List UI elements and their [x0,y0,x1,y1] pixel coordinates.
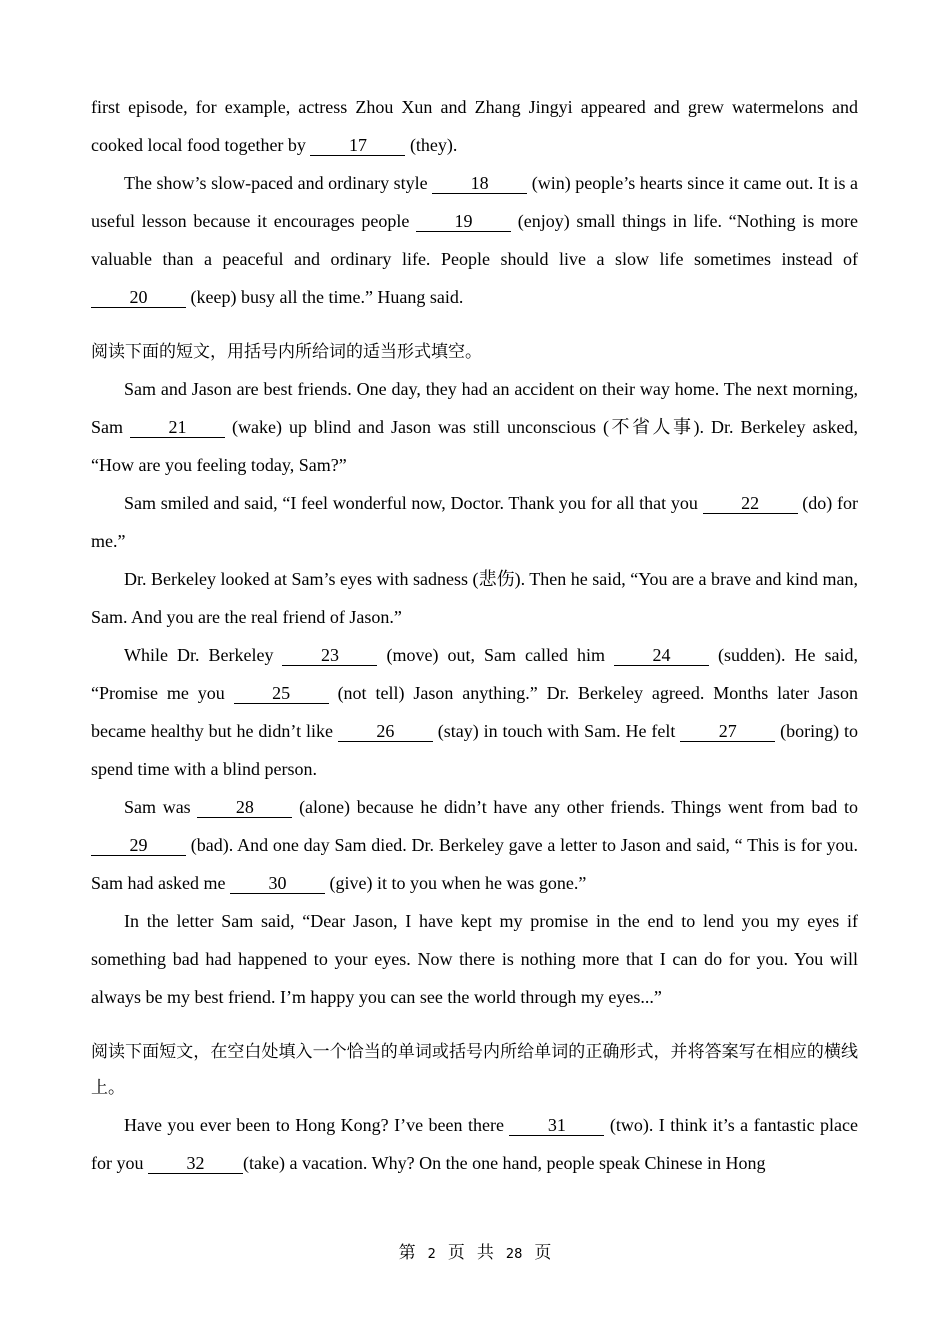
blank-20[interactable]: 20 [91,287,186,308]
blank-30[interactable]: 30 [230,873,325,894]
text: (two). I think it’s a fantastic place for you [91,1115,858,1173]
text: (give) it to you when he was gone.” [324,873,587,893]
text: (enjoy) small things in life. “Nothing is more valuable than a peaceful and ordinary life. People should live a slow life sometimes instead of [91,211,858,269]
footer-word: 页 [447,1243,465,1263]
text: first episode, for example, actress Zhou Xun and Zhang Jingyi appeared and grew watermelons and cooked local food together by [91,97,858,155]
blank-29[interactable]: 29 [91,835,186,856]
text: (win) people’s hearts since it came out. It is a useful lesson because it encourages people [91,173,858,231]
text: (not tell) Jason anything.” Dr. Berkeley agreed. Months later Jason became healthy but he didn’t like [91,683,858,741]
text: Sam smiled and said, “I feel wonderful now, Doctor. Thank you for all that you [124,493,703,513]
blank-31[interactable]: 31 [509,1115,604,1136]
footer-word: 页 [534,1243,552,1263]
blank-26[interactable]: 26 [338,721,433,742]
section-3-instruction: 阅读下面短文，在空白处填入一个恰当的单词或括号内所给单词的正确形式，并将答案写在相应的横线上。 [91,1042,858,1098]
blank-18[interactable]: 18 [432,173,527,194]
section-2-instruction: 阅读下面的短文，用括号内所给词的适当形式填空。 [91,342,482,362]
paragraph-7 [91,788,858,902]
blank-19[interactable]: 19 [416,211,511,232]
paragraph-5 [91,560,858,636]
text: (do) for me.” [91,493,858,551]
blank-25[interactable]: 25 [234,683,329,704]
document-page [91,88,858,1182]
text: Sam and Jason are best friends. One day, they had an accident on their way home. The next morning, Sam [91,379,858,437]
text: Dr. Berkeley looked at Sam’s eyes with sadness (悲伤). Then he said, “You are a brave and kind man, Sam. And you are the real friend of Jason.” [91,569,858,627]
paragraph-6 [91,636,858,788]
text: Have you ever been to Hong Kong? I’ve been there [124,1115,510,1135]
paragraph-2 [91,164,858,316]
paragraph-4 [91,484,858,560]
text: Sam was [124,797,198,817]
blank-24[interactable]: 24 [614,645,709,666]
paragraph-8 [91,902,858,1016]
text: (boring) to spend time with a blind person. [91,721,859,779]
text: (bad). And one day Sam died. Dr. Berkeley gave a letter to Jason and said, “ This is for you. Sam had asked me [91,835,858,893]
blank-32[interactable]: 32 [148,1153,243,1174]
blank-28[interactable]: 28 [197,797,292,818]
text: (wake) up blind and Jason was still unconscious (不省人事). Dr. Berkeley asked, “How are you feeling today, Sam?” [91,417,858,475]
footer-word: 共 [476,1243,494,1263]
text: In the letter Sam said, “Dear Jason, I have kept my promise in the end to lend you my eyes if something bad had happened to your eyes. Now there is nothing more that I can do for you. You will always be my best friend. I’m happy you can see the world through my eyes...” [91,911,858,1007]
text: (sudden). He said, “Promise me you [91,645,858,703]
text: (keep) busy all the time.” Huang said. [186,287,464,307]
blank-17[interactable]: 17 [310,135,405,156]
blank-22[interactable]: 22 [703,493,798,514]
paragraph-3 [91,370,858,484]
text: (stay) in touch with Sam. He felt [432,721,681,741]
paragraph-9 [91,1106,858,1182]
text: (alone) because he didn’t have any other friends. Things went from bad to [292,797,858,817]
text: (move) out, Sam called him [377,645,614,665]
blank-27[interactable]: 27 [680,721,775,742]
blank-23[interactable]: 23 [282,645,377,666]
page-number: 2 [427,1247,436,1262]
footer-word: 第 [398,1243,416,1263]
text: (take) a vacation. Why? On the one hand, people speak Chinese in Hong [243,1153,766,1173]
text: (they). [405,135,458,155]
total-pages: 28 [505,1247,523,1262]
text: The show’s slow-paced and ordinary style [124,173,433,193]
blank-21[interactable]: 21 [130,417,225,438]
page-footer [0,1238,950,1263]
paragraph-1 [91,88,858,164]
text: While Dr. Berkeley [124,645,283,665]
